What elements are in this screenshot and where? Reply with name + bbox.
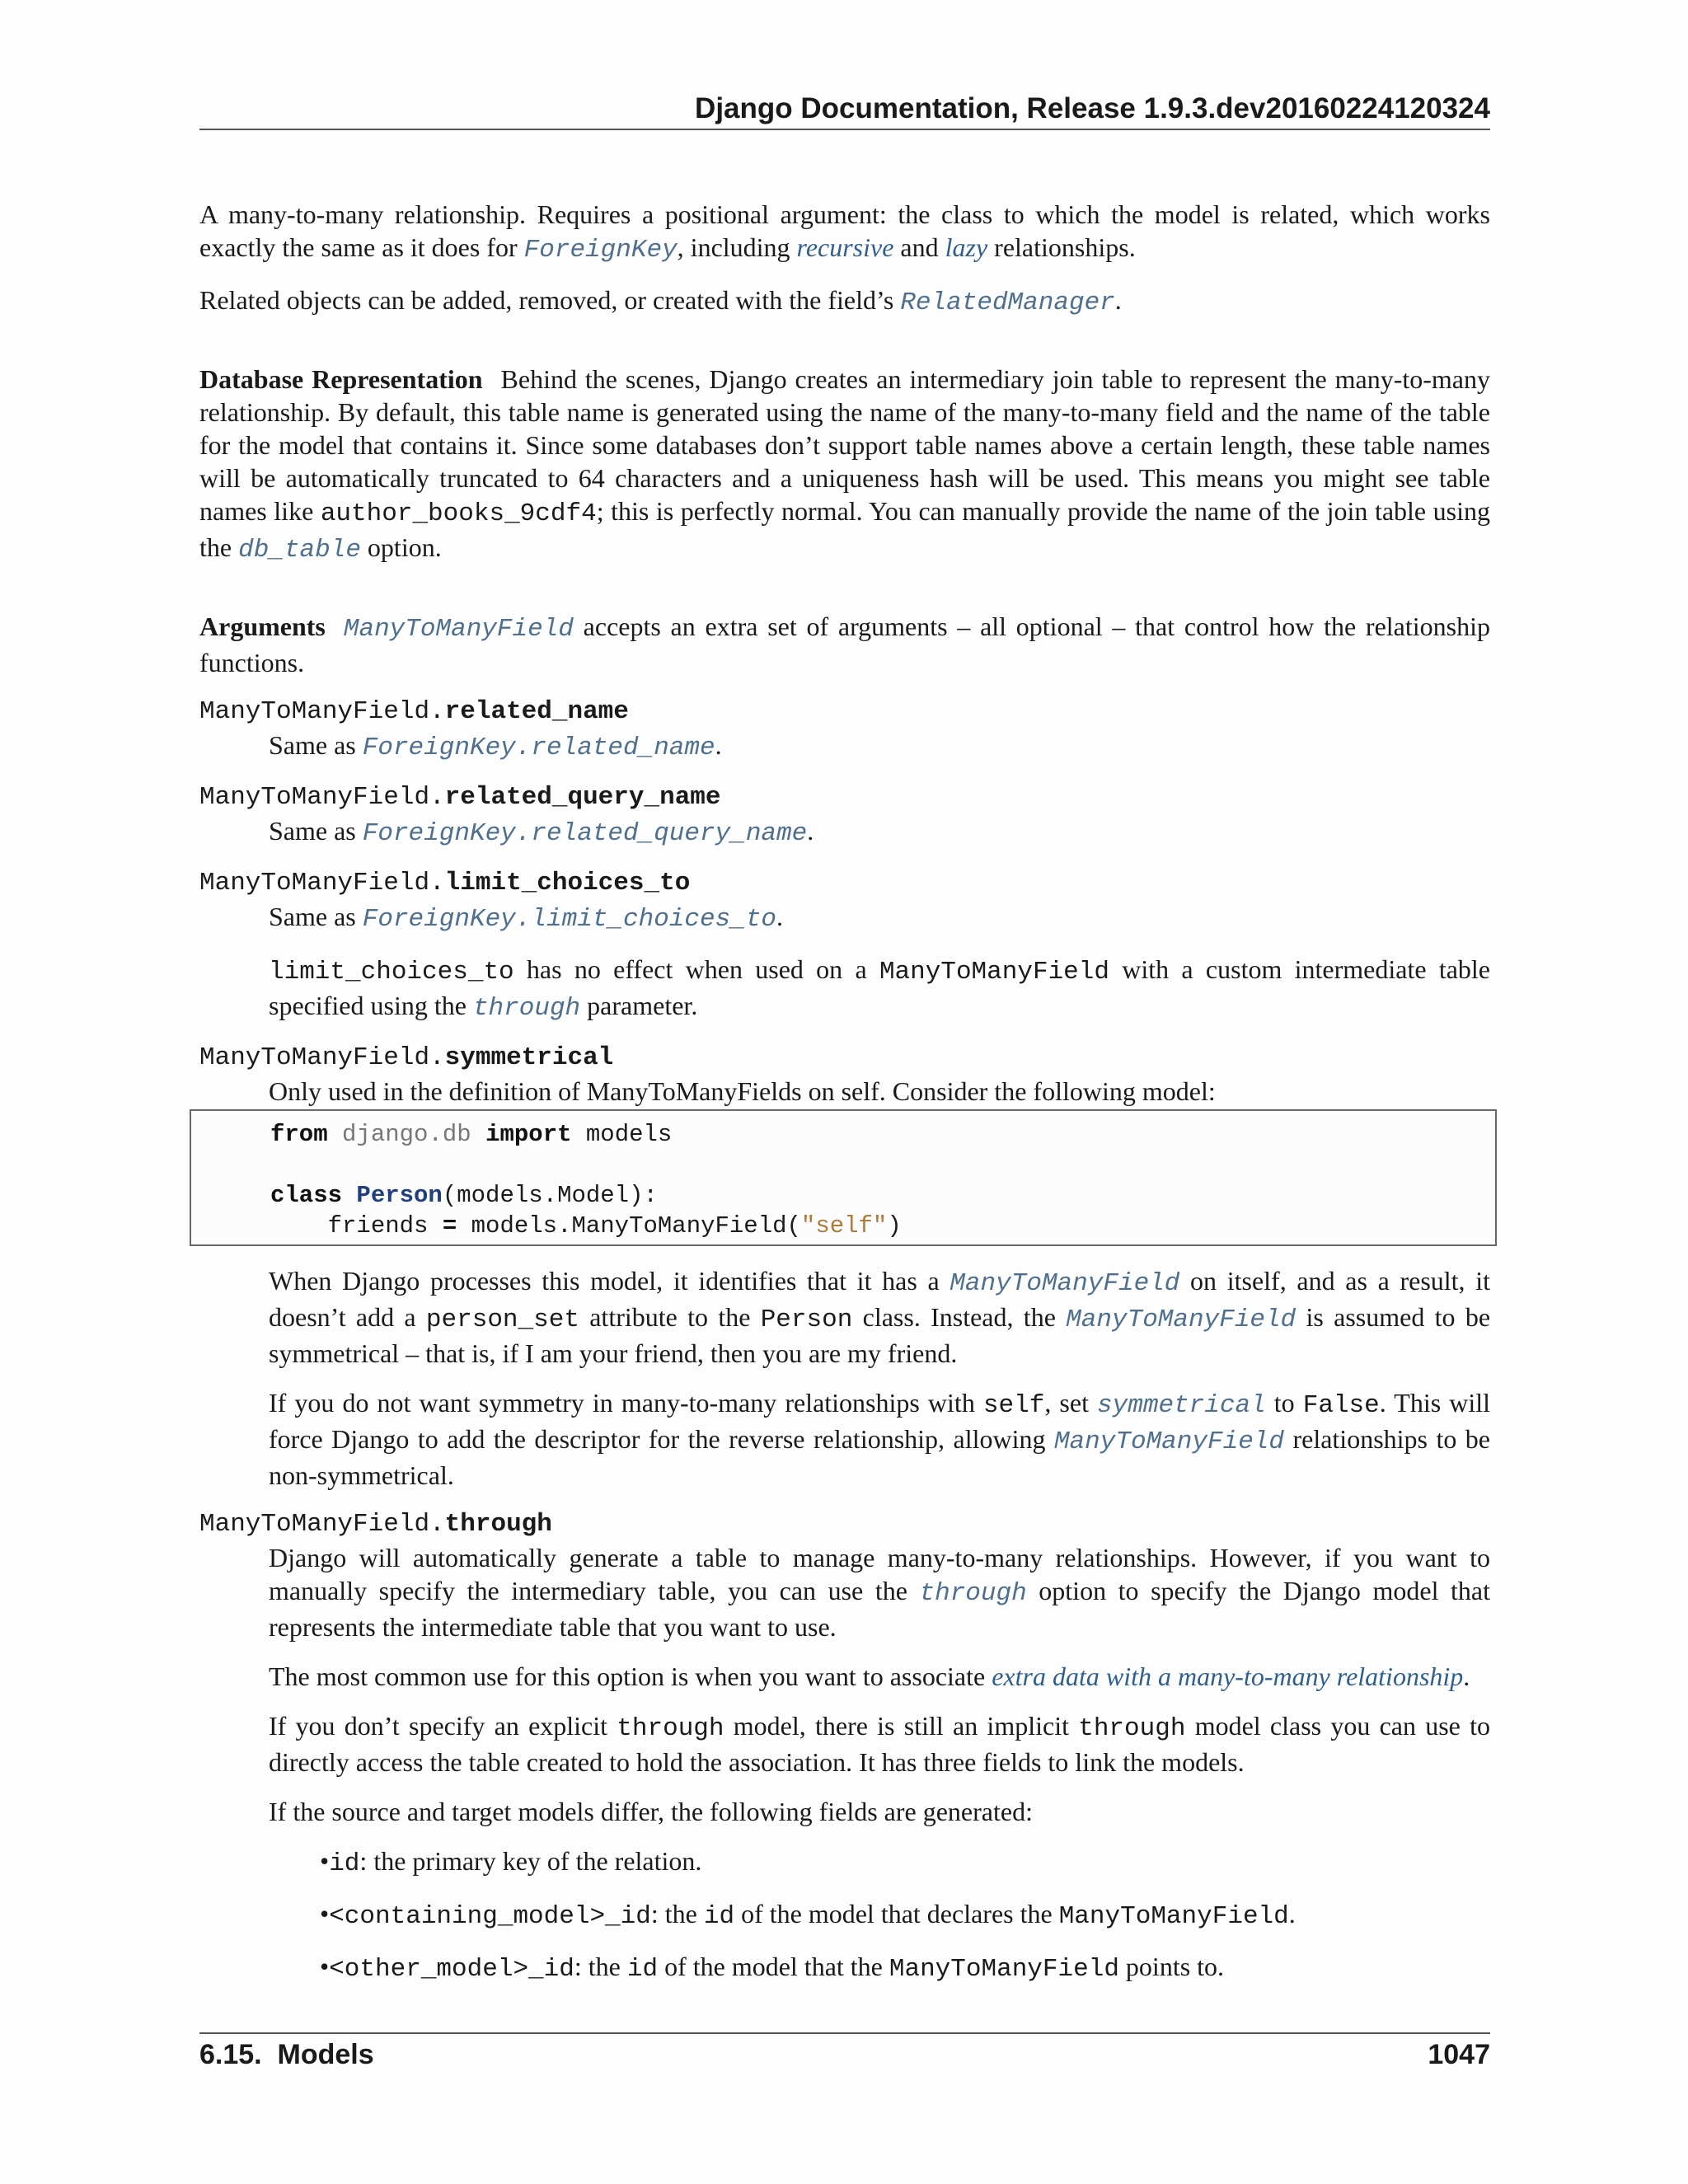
through-link[interactable]: through	[919, 1579, 1027, 1608]
code-token: models.ManyToManyField(	[457, 1212, 801, 1240]
inline-code: through	[617, 1714, 724, 1743]
text: to	[1265, 1388, 1303, 1418]
text: The most common use for this option is when you want to associate	[269, 1661, 992, 1691]
text: : the	[650, 1899, 704, 1929]
text: , including	[677, 232, 797, 262]
symmetrical-paragraph-1	[269, 1264, 1490, 1370]
text: Same as	[269, 730, 363, 760]
page-number: 1047	[1428, 2039, 1490, 2070]
text: .	[807, 816, 814, 846]
through-paragraph-3	[269, 1709, 1490, 1779]
code-token: (models.Model):	[442, 1182, 658, 1209]
code-line-blank	[270, 1150, 1495, 1180]
code-line	[270, 1119, 1495, 1150]
attr-description	[269, 814, 1490, 851]
intro-paragraph	[199, 198, 1490, 267]
text: parameter.	[580, 991, 698, 1020]
limit-choices-note	[269, 953, 1490, 1025]
manytomanyfield-link[interactable]: ManyToManyField	[950, 1269, 1180, 1298]
symmetrical-link[interactable]: symmetrical	[1097, 1391, 1266, 1420]
attr-symmetrical	[199, 1042, 1490, 1492]
code-line	[270, 1180, 1495, 1211]
arguments-section	[199, 610, 1490, 679]
attr-description	[269, 1075, 1490, 1108]
code-token: from	[270, 1121, 328, 1148]
attr-through	[199, 1508, 1490, 1986]
text: on itself, and as a result, it doesn’t add a	[269, 1266, 1490, 1332]
text: has no effect when used on a	[513, 954, 879, 984]
attr-related-name	[199, 696, 1490, 765]
code-token: )	[887, 1212, 902, 1240]
text: option to specify the Django model that represents the intermediate table that you want to use.	[269, 1576, 1491, 1642]
attr-signature	[199, 1508, 1490, 1541]
inline-code: <other_model>_id	[329, 1955, 574, 1984]
attr-description	[269, 1541, 1490, 1986]
symmetrical-paragraph-2	[269, 1386, 1490, 1492]
through-paragraph-1	[269, 1541, 1490, 1643]
text: relationships.	[987, 232, 1136, 262]
footer-section: 6.15. Models	[199, 2039, 374, 2070]
lazy-link[interactable]: lazy	[945, 232, 988, 262]
inline-code: ManyToManyField	[879, 958, 1109, 987]
text: .	[715, 730, 722, 760]
text: .	[776, 902, 784, 931]
text: A many-to-many relationship. Requires a positional argument: the class to which the model is related, which works exactly the same as it does for	[199, 199, 1490, 262]
through-paragraph-4: If the source and target models differ, the following fields are generated:	[269, 1797, 1033, 1826]
attr-name: through	[444, 1510, 552, 1539]
attr-prefix: ManyToManyField.	[199, 697, 445, 726]
document-body	[199, 198, 1490, 2003]
relatedmanager-link[interactable]: RelatedManager	[900, 288, 1115, 317]
attr-description	[269, 729, 1490, 765]
attr-description-continued	[269, 1264, 1490, 1492]
code-token: =	[442, 1212, 457, 1240]
text: class. Instead, the	[852, 1302, 1067, 1332]
text: relationships to be non-symmetrical.	[269, 1424, 1491, 1490]
attr-signature	[199, 1042, 1490, 1075]
inline-code: author_books_9cdf4	[320, 499, 597, 528]
database-representation-section	[199, 363, 1490, 567]
code-line	[270, 1211, 1495, 1241]
list-item: •<containing_model>_id: the id of the model that declares the ManyToManyField.	[320, 1899, 1296, 1931]
text: : the primary key of the relation.	[359, 1846, 702, 1876]
manytomanyfield-link[interactable]: ManyToManyField	[343, 615, 574, 644]
attr-name: limit_choices_to	[444, 869, 691, 898]
attr-description	[269, 900, 1490, 1025]
recursive-link[interactable]: recursive	[796, 232, 894, 262]
inline-code: ManyToManyField	[889, 1955, 1119, 1984]
attr-name: related_name	[444, 697, 629, 726]
text: : the	[574, 1952, 627, 1981]
page-header: Django Documentation, Release 1.9.3.dev20160224120324	[695, 92, 1490, 124]
footer-divider	[199, 2032, 1490, 2034]
text: . This will force Django to add the descriptor for the reverse relationship, allowing	[269, 1388, 1491, 1454]
attr-signature	[199, 696, 1490, 729]
code-token: friends	[270, 1212, 443, 1240]
text: accepts an extra set of arguments – all optional – that control how the relationship functions.	[199, 612, 1490, 677]
generated-fields-list	[269, 1844, 1490, 1986]
inline-code: False	[1302, 1391, 1380, 1420]
related-manager-paragraph	[199, 284, 1490, 320]
text: Django will automatically generate a table to manage many-to-many relationships. However, if you want to manually specify the intermediary table, you can use the	[269, 1543, 1490, 1605]
code-token: models	[585, 1121, 673, 1148]
text: Only used in the definition of ManyToManyFields on self. Consider the following model:	[269, 1076, 1216, 1106]
inline-code: self	[982, 1391, 1045, 1420]
inline-code: Person	[760, 1305, 853, 1334]
code-token: import	[485, 1121, 572, 1148]
text: Behind the scenes, Django creates an intermediary join table to represent the many-to-many relationship. By default, this table name is generated using the name of the many-to-many field and the name of the table for the model that contains it. Since some databases don’t support table names above a certain length, these table names will be automatically truncated to 64 characters and a uniqueness hash will be used. This means you might see table names like	[199, 364, 1491, 526]
attr-prefix: ManyToManyField.	[199, 1510, 445, 1539]
code-block	[190, 1109, 1497, 1246]
manytomanyfield-link[interactable]: ManyToManyField	[1053, 1427, 1284, 1456]
text: model class you can use to directly access the table created to hold the association. It has three fields to link the models.	[269, 1711, 1491, 1777]
text: with a custom intermediate table specified using the	[269, 954, 1491, 1020]
inline-code: person_set	[425, 1305, 579, 1334]
inline-code: through	[1078, 1714, 1186, 1743]
text: .	[1463, 1661, 1470, 1691]
extra-data-link[interactable]: extra data with a many-to-many relationship	[992, 1661, 1464, 1691]
inline-code: id	[703, 1902, 735, 1931]
through-link[interactable]: through	[472, 994, 581, 1023]
code-token: "self"	[800, 1212, 888, 1240]
attr-name: related_query_name	[444, 783, 721, 812]
text: Related objects can be added, removed, or created with the field’s	[199, 285, 901, 315]
text: model, there is still an implicit	[724, 1711, 1079, 1741]
attr-name: symmetrical	[444, 1043, 614, 1072]
inline-code: ManyToManyField	[1058, 1902, 1289, 1931]
text: Same as	[269, 816, 363, 846]
code-token: Person	[356, 1182, 443, 1209]
foreignkey-link[interactable]: ForeignKey	[523, 236, 678, 265]
attr-related-query-name	[199, 781, 1490, 851]
fk-related-query-name-link[interactable]: ForeignKey.related_query_name	[362, 819, 808, 848]
attr-prefix: ManyToManyField.	[199, 783, 445, 812]
text: of the model that the	[658, 1952, 889, 1981]
text: .	[1288, 1899, 1296, 1929]
text: ; this is perfectly normal. You can manually provide the name of the join table using the	[199, 496, 1491, 562]
header-divider	[199, 129, 1490, 130]
attr-limit-choices-to	[199, 867, 1490, 1025]
text: is assumed to be symmetrical – that is, if I am your friend, then you are my friend.	[269, 1302, 1491, 1368]
text: If you do not want symmetry in many-to-many relationships with	[269, 1388, 983, 1418]
inline-code: limit_choices_to	[269, 958, 514, 987]
through-paragraph-2	[269, 1660, 1490, 1693]
code-token: class	[270, 1182, 343, 1209]
section-title: Database Representation	[199, 364, 483, 394]
text: , set	[1044, 1388, 1098, 1418]
text: attribute to the	[579, 1302, 761, 1332]
db-table-link[interactable]: db_table	[238, 536, 361, 565]
text: points to.	[1118, 1952, 1225, 1981]
fk-related-name-link[interactable]: ForeignKey.related_name	[362, 733, 715, 762]
page-footer	[199, 2039, 1490, 2071]
text: If you don’t specify an explicit	[269, 1711, 617, 1741]
attr-prefix: ManyToManyField.	[199, 869, 445, 898]
list-item: •id: the primary key of the relation.	[320, 1846, 702, 1878]
code-token: django.db	[342, 1121, 471, 1148]
text: When Django processes this model, it identifies that it has a	[269, 1266, 950, 1296]
text: .	[1114, 285, 1122, 315]
section-title: Arguments	[199, 612, 326, 641]
manytomanyfield-link[interactable]: ManyToManyField	[1066, 1305, 1296, 1334]
attr-prefix: ManyToManyField.	[199, 1043, 445, 1072]
fk-limit-choices-to-link[interactable]: ForeignKey.limit_choices_to	[362, 905, 777, 934]
text: and	[893, 232, 945, 262]
list-item: •<other_model>_id: the id of the model that the ManyToManyField points to.	[320, 1952, 1225, 1984]
inline-code: <containing_model>_id	[329, 1902, 651, 1931]
text: Same as	[269, 902, 363, 931]
inline-code: id	[626, 1955, 659, 1984]
attr-signature	[199, 867, 1490, 900]
attr-signature	[199, 781, 1490, 814]
same-as-line	[269, 900, 1490, 936]
text: option.	[360, 532, 442, 562]
text: of the model that declares the	[734, 1899, 1059, 1929]
inline-code: id	[329, 1849, 360, 1878]
